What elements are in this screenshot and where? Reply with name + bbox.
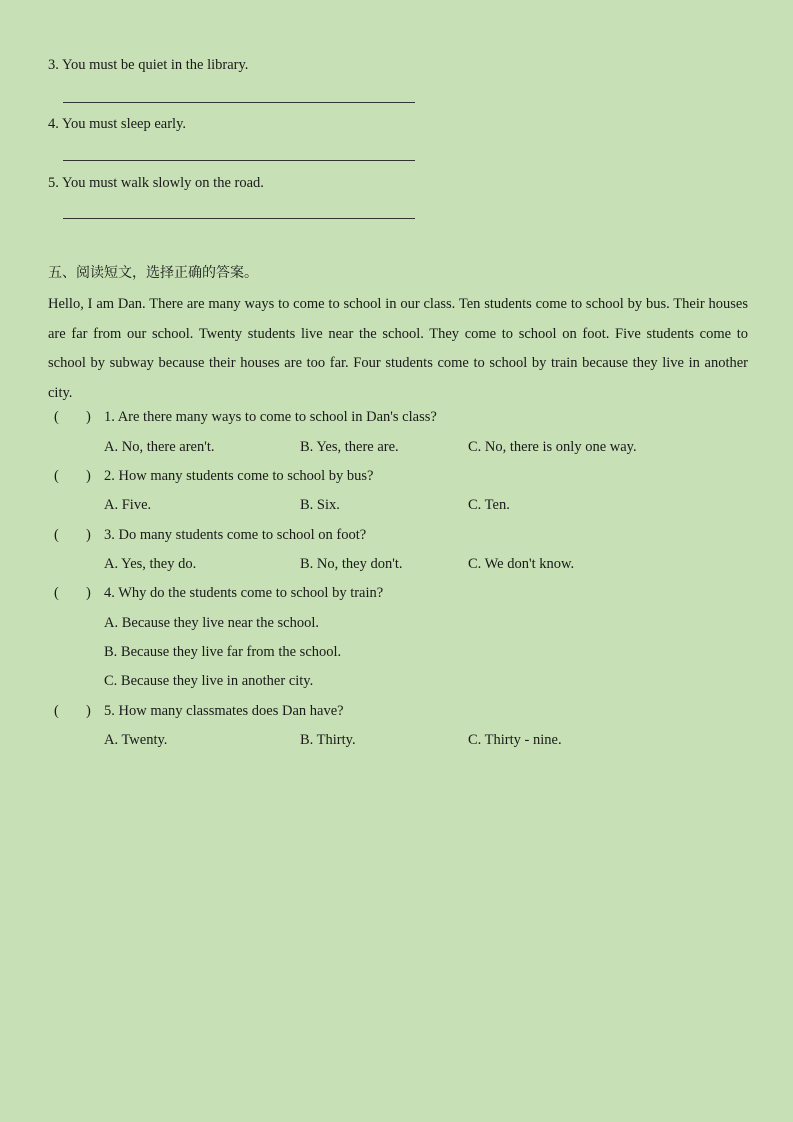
answer-paren-close: )	[86, 409, 91, 425]
question-text: 3. Do many students come to school on foot?	[104, 527, 367, 543]
answer-paren-open: (	[54, 703, 59, 719]
section-title: 五、阅读短文，选择正确的答案。	[48, 265, 258, 281]
option-b: B. Yes, there are.	[300, 439, 399, 455]
answer-paren-open: (	[54, 585, 59, 601]
answer-paren-close: )	[86, 527, 91, 543]
option-b: B. Because they live far from the school.	[104, 644, 342, 660]
option-a: A. Five.	[104, 497, 152, 513]
answer-paren-open: (	[54, 468, 59, 484]
question-text: 4. Why do the students come to school by train?	[104, 585, 384, 601]
option-b: B. Six.	[300, 497, 340, 513]
sentence-item-4: 4. You must sleep early.	[48, 116, 187, 132]
answer-paren-close: )	[86, 468, 91, 484]
option-c: C. No, there is only one way.	[468, 439, 637, 455]
option-c: C. Ten.	[468, 497, 510, 513]
sentence-item-3: 3. You must be quiet in the library.	[48, 57, 249, 73]
question-text: 1. Are there many ways to come to school in Dan's class?	[104, 409, 437, 425]
option-b: B. Thirty.	[300, 732, 356, 748]
option-a: A. Twenty.	[104, 732, 168, 748]
option-c: C. Because they live in another city.	[104, 673, 314, 689]
answer-line-4	[63, 160, 415, 161]
answer-paren-close: )	[86, 703, 91, 719]
answer-line-3	[63, 102, 415, 103]
option-a: A. Because they live near the school.	[104, 615, 320, 631]
option-a: A. No, there aren't.	[104, 439, 215, 455]
question-text: 2. How many students come to school by bus?	[104, 468, 374, 484]
answer-paren-open: (	[54, 527, 59, 543]
answer-paren-close: )	[86, 585, 91, 601]
option-b: B. No, they don't.	[300, 556, 403, 572]
option-a: A. Yes, they do.	[104, 556, 197, 572]
sentence-item-5: 5. You must walk slowly on the road.	[48, 175, 264, 191]
reading-passage: Hello, I am Dan. There are many ways to come to school in our class. Ten students come to school by bus. Their houses are far from our school. Twenty students live near the school. They come to school on foot. Five students come to school by subway because their houses are too far. Four students come to school by train because they live in another city.	[48, 296, 748, 401]
option-c: C. Thirty - nine.	[468, 732, 562, 748]
option-c: C. We don't know.	[468, 556, 575, 572]
question-text: 5. How many classmates does Dan have?	[104, 703, 344, 719]
answer-line-5	[63, 218, 415, 219]
answer-paren-open: (	[54, 409, 59, 425]
